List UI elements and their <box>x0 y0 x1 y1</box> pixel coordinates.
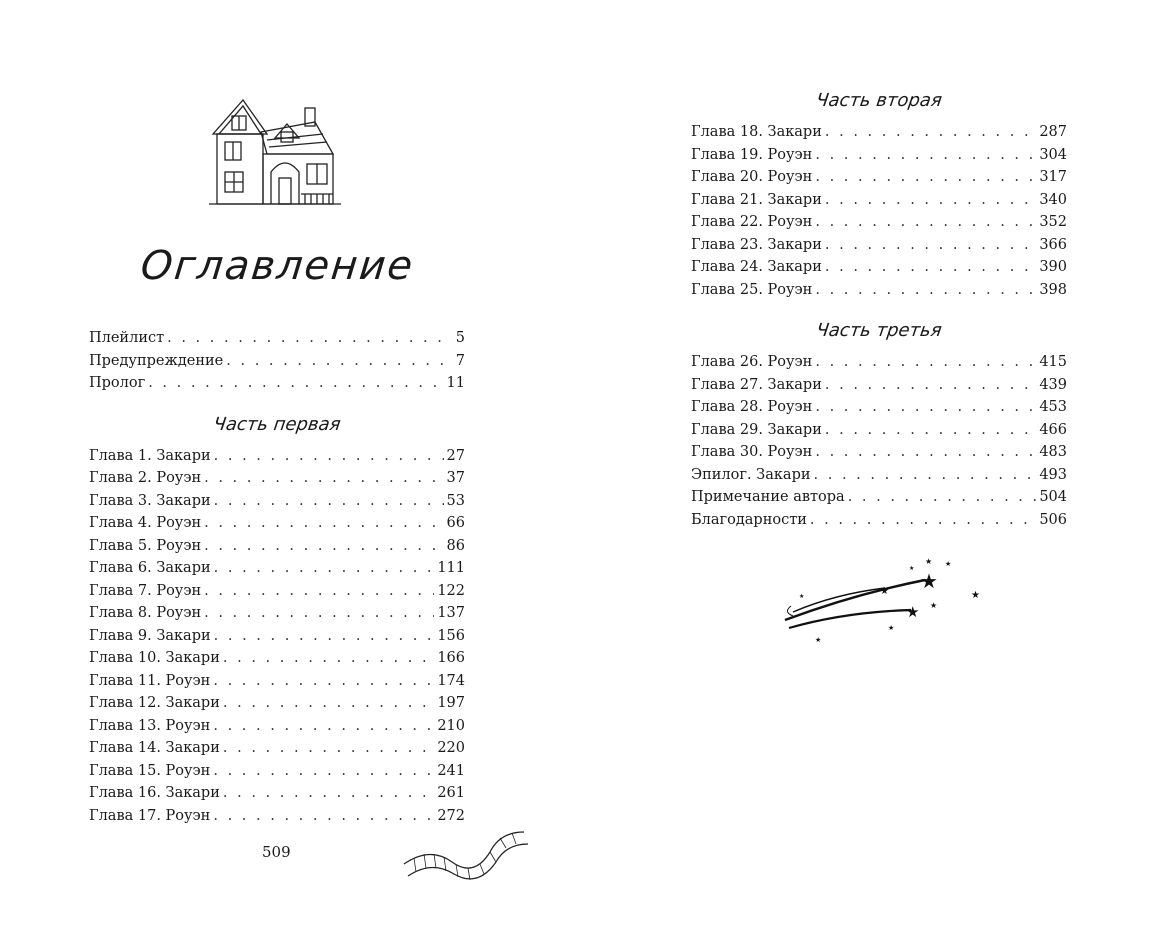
toc-entry-label: Глава 12. Закари <box>89 695 220 711</box>
toc-entry[interactable] <box>691 169 1067 192</box>
toc-entry-page: 86 <box>446 537 465 554</box>
toc-entry[interactable] <box>691 259 1067 282</box>
toc-entry-page: 261 <box>437 785 465 801</box>
toc-entry[interactable] <box>691 124 1067 147</box>
toc-entry-page: 137 <box>437 605 465 621</box>
dot-leader <box>815 444 1036 460</box>
toc-entry-page: 340 <box>1039 191 1067 208</box>
toc-entry[interactable] <box>89 470 465 493</box>
dot-leader <box>810 512 1036 528</box>
dot-leader <box>848 489 1037 505</box>
toc-entry-label: Глава 13. Роуэн <box>89 717 211 734</box>
toc-entry-label: Глава 24. Закари <box>691 259 822 275</box>
toc-entry[interactable] <box>89 740 465 763</box>
toc-entry-page: 111 <box>437 560 465 576</box>
toc-entry-label: Глава 20. Роуэн <box>691 169 813 185</box>
dot-leader <box>825 124 1036 140</box>
dot-leader <box>204 605 434 621</box>
dot-leader <box>815 399 1036 415</box>
dot-leader <box>223 650 434 666</box>
dot-leader <box>213 763 434 779</box>
toc-entry[interactable] <box>89 330 465 353</box>
dot-leader <box>815 354 1036 370</box>
dot-leader <box>167 330 453 346</box>
toc-entry-label: Глава 11. Роуэн <box>89 672 211 689</box>
toc-entry-page: 483 <box>1039 444 1067 460</box>
toc-entry[interactable] <box>89 448 465 471</box>
toc-entry-label: Глава 26. Роуэн <box>691 354 813 370</box>
toc-entry-label: Глава 9. Закари <box>89 627 211 644</box>
toc-entry-label: Глава 10. Закари <box>89 650 220 666</box>
toc-entry[interactable] <box>89 375 465 398</box>
toc-entry[interactable] <box>691 489 1067 512</box>
toc-entry-label: Глава 3. Закари <box>89 492 211 509</box>
part-three-title: Часть третья <box>815 320 944 341</box>
filmstrip-illustration <box>400 812 530 882</box>
toc-entry-label: Глава 30. Роуэн <box>691 444 813 460</box>
toc-entry[interactable] <box>89 718 465 741</box>
toc-entry-page: 506 <box>1039 511 1067 528</box>
toc-entry[interactable] <box>89 538 465 561</box>
toc-entry-page: 174 <box>437 672 465 689</box>
toc-entry-page: 241 <box>437 762 465 779</box>
toc-entry-page: 37 <box>446 470 465 486</box>
dot-leader <box>223 740 434 756</box>
dot-leader <box>204 515 443 531</box>
toc-entry[interactable] <box>89 785 465 808</box>
toc-entry-page: 166 <box>437 650 465 666</box>
part-two-list <box>691 124 1067 304</box>
dot-leader <box>214 493 444 509</box>
toc-entry-page: 390 <box>1039 259 1067 275</box>
toc-entry[interactable] <box>691 214 1067 237</box>
toc-entry-label: Глава 15. Роуэн <box>89 762 211 779</box>
svg-text:★: ★ <box>920 569 938 593</box>
toc-entry[interactable] <box>89 628 465 651</box>
dot-leader <box>204 538 443 554</box>
part-three-list <box>691 354 1067 534</box>
svg-text:★: ★ <box>925 557 933 566</box>
part-two-title: Часть вторая <box>814 90 944 111</box>
toc-entry[interactable] <box>89 515 465 538</box>
toc-entry-label: Глава 2. Роуэн <box>89 470 202 486</box>
dot-leader <box>204 583 434 599</box>
toc-entry-page: 439 <box>1039 376 1067 393</box>
svg-text:★: ★ <box>799 593 805 600</box>
dot-leader <box>226 353 453 369</box>
toc-entry-page: 156 <box>437 627 465 644</box>
toc-entry-page: 398 <box>1039 281 1067 298</box>
toc-entry-page: 220 <box>437 740 465 756</box>
toc-entry-page: 352 <box>1039 214 1067 230</box>
toc-entry[interactable] <box>89 695 465 718</box>
dot-leader <box>214 628 435 644</box>
toc-entry-label: Глава 1. Закари <box>89 447 211 464</box>
toc-entry-label: Глава 25. Роуэн <box>691 281 813 298</box>
toc-entry[interactable] <box>89 650 465 673</box>
toc-entry-label: Глава 14. Закари <box>89 740 220 756</box>
dot-leader <box>825 377 1036 393</box>
toc-entry-label: Глава 6. Закари <box>89 560 211 576</box>
toc-entry-label: Глава 4. Роуэн <box>89 515 202 531</box>
dot-leader <box>825 192 1036 208</box>
toc-entry-page: 415 <box>1039 354 1067 370</box>
dot-leader <box>825 237 1036 253</box>
toc-entry-page: 453 <box>1039 399 1067 415</box>
toc-entry[interactable] <box>89 560 465 583</box>
toc-entry-page: 366 <box>1039 236 1067 253</box>
dot-leader <box>814 467 1037 483</box>
toc-entry[interactable] <box>691 512 1067 535</box>
toc-entry[interactable] <box>691 377 1067 400</box>
dot-leader <box>815 282 1036 298</box>
toc-entry-label: Эпилог. Закари <box>691 466 811 483</box>
right-page <box>580 0 1160 936</box>
toc-entry-label: Плейлист <box>89 330 165 346</box>
svg-text:★: ★ <box>930 601 938 610</box>
toc-entry-label: Глава 5. Роуэн <box>89 537 202 554</box>
toc-entry-label: Примечание автора <box>691 489 845 505</box>
toc-entry[interactable] <box>89 353 465 376</box>
toc-right-column <box>691 88 1067 534</box>
toc-entry[interactable] <box>89 605 465 628</box>
toc-entry-label: Пролог <box>89 375 146 391</box>
toc-entry-label: Глава 8. Роуэн <box>89 605 202 621</box>
toc-entry[interactable] <box>691 467 1067 490</box>
toc-entry[interactable] <box>691 237 1067 260</box>
toc-entry[interactable] <box>691 354 1067 377</box>
toc-entry[interactable] <box>89 493 465 516</box>
house-illustration <box>205 92 345 212</box>
dot-leader <box>825 422 1036 438</box>
toc-entry-page: 5 <box>455 330 465 346</box>
toc-entry-page: 53 <box>446 492 465 509</box>
toc-entry-label: Глава 23. Закари <box>691 236 822 253</box>
toc-entry[interactable] <box>89 673 465 696</box>
dot-leader <box>214 448 444 464</box>
part-one-list <box>89 448 465 831</box>
dot-leader <box>815 214 1036 230</box>
toc-entry[interactable] <box>691 192 1067 215</box>
dot-leader <box>815 147 1036 163</box>
toc-entry-page: 66 <box>446 515 465 531</box>
toc-entry[interactable] <box>89 583 465 606</box>
toc-entry[interactable] <box>691 422 1067 445</box>
toc-entry-page: 7 <box>455 352 465 369</box>
toc-entry-label: Глава 7. Роуэн <box>89 582 202 599</box>
toc-title: Оглавление <box>138 243 417 289</box>
toc-entry-label: Благодарности <box>691 511 807 528</box>
dot-leader <box>213 718 434 734</box>
toc-entry-page: 317 <box>1039 169 1067 185</box>
svg-text:★: ★ <box>909 565 915 572</box>
toc-left-column <box>89 330 465 830</box>
toc-entry-label: Глава 21. Закари <box>691 191 822 208</box>
dot-leader <box>204 470 443 486</box>
svg-text:★: ★ <box>971 590 980 601</box>
svg-text:★: ★ <box>888 624 895 632</box>
toc-entry-page: 504 <box>1039 489 1067 505</box>
dot-leader <box>825 259 1036 275</box>
toc-entry-label: Глава 28. Роуэн <box>691 399 813 415</box>
dot-leader <box>213 673 434 689</box>
svg-text:★: ★ <box>945 560 952 568</box>
toc-entry[interactable] <box>691 444 1067 467</box>
toc-entry-label: Глава 18. Закари <box>691 124 822 140</box>
svg-text:★: ★ <box>880 586 889 597</box>
toc-entry-label: Глава 17. Роуэн <box>89 807 211 824</box>
toc-entry-page: 27 <box>446 447 465 464</box>
dot-leader <box>815 169 1036 185</box>
toc-entry[interactable] <box>691 399 1067 422</box>
toc-entry-page: 304 <box>1039 146 1067 163</box>
svg-text:★: ★ <box>906 603 920 621</box>
toc-entry[interactable] <box>691 282 1067 305</box>
toc-entry-page: 272 <box>437 807 465 824</box>
shooting-stars-illustration <box>775 550 980 650</box>
svg-text:★: ★ <box>815 636 822 644</box>
toc-entry[interactable] <box>89 763 465 786</box>
toc-entry-page: 197 <box>437 695 465 711</box>
dot-leader <box>223 695 434 711</box>
toc-entry-page: 11 <box>446 375 465 391</box>
toc-entry-label: Глава 27. Закари <box>691 376 822 393</box>
toc-entry-label: Глава 19. Роуэн <box>691 146 813 163</box>
dot-leader <box>214 560 435 576</box>
toc-entry-label: Глава 29. Закари <box>691 421 822 438</box>
page-number: 509 <box>262 843 291 861</box>
toc-entry-page: 466 <box>1039 421 1067 438</box>
toc-entry-label: Предупреждение <box>89 352 224 369</box>
toc-entry-page: 287 <box>1039 124 1067 140</box>
toc-entry-label: Глава 16. Закари <box>89 785 220 801</box>
dot-leader <box>148 375 443 391</box>
toc-entry-page: 122 <box>437 582 465 599</box>
toc-entry-page: 493 <box>1039 466 1067 483</box>
part-one-title: Часть первая <box>212 413 342 435</box>
toc-entry-page: 210 <box>437 717 465 734</box>
toc-entry-label: Глава 22. Роуэн <box>691 214 813 230</box>
toc-entry[interactable] <box>691 147 1067 170</box>
dot-leader <box>223 785 434 801</box>
